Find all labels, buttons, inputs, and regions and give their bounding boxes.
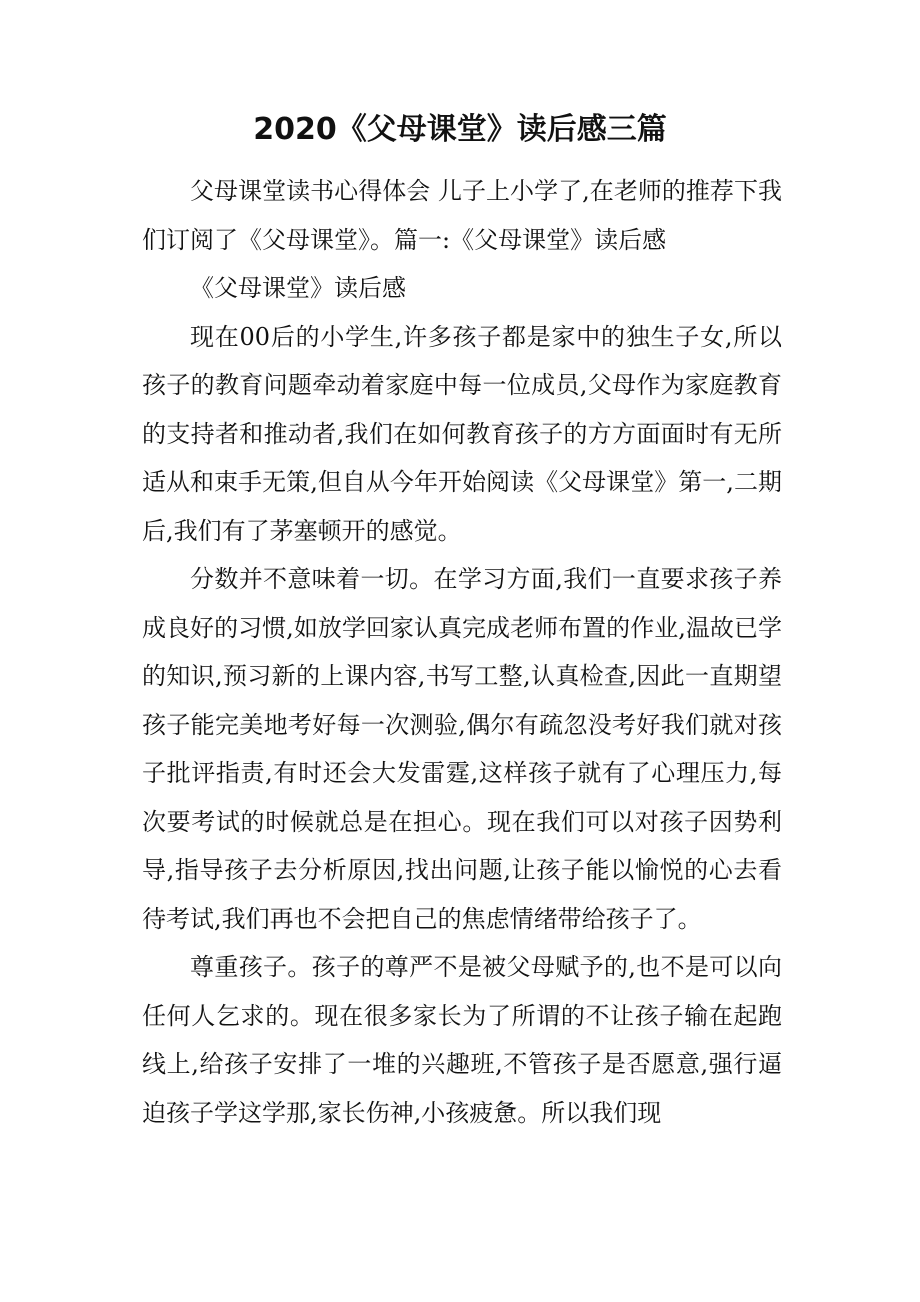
paragraph-intro: 父母课堂读书心得体会 儿子上小学了,在老师的推荐下我们订阅了《父母课堂》。篇一:《父母课堂》读后感 — [142, 177, 782, 254]
document-title: 2020《父母课堂》读后感三篇 — [253, 112, 667, 147]
paragraph-3: 尊重孩子。孩子的尊严不是被父母赋予的,也不是可以向任何人乞求的。现在很多家长为了所谓的不让孩子输在起跑线上,给孩子安排了一堆的兴趣班,不管孩子是否愿意,强行逼迫孩子学这学那,家长伤神,小孩疲惫。所以我们现 — [142, 953, 782, 1127]
paragraph-1: 现在00后的小学生,许多孩子都是家中的独生子女,所以孩子的教育问题牵动着家庭中每一位成员,父母作为家庭教育的支持者和推动者,我们在如何教育孩子的方方面面时有无所适从和束手无策,但自从今年开始阅读《父母课堂》第一,二期后,我们有了茅塞顿开的感觉。 — [142, 322, 782, 545]
paragraph-2: 分数并不意味着一切。在学习方面,我们一直要求孩子养成良好的习惯,如放学回家认真完成老师布置的作业,温故已学的知识,预习新的上课内容,书写工整,认真检查,因此一直期望孩子能完美地考好每一次测验,偶尔有疏忽没考好我们就对孩子批评指责,有时还会大发雷霆,这样孩子就有了心理压力,每次要考试的时候就总是在担心。现在我们可以对孩子因势利导,指导孩子去分析原因,找出问题,让孩子能以愉悦的心去看待考试,我们再也不会把自己的焦虑情绪带给孩子了。 — [142, 565, 782, 933]
paragraph-subtitle: 《父母课堂》读后感 — [190, 274, 406, 302]
document-body — [142, 167, 782, 1137]
